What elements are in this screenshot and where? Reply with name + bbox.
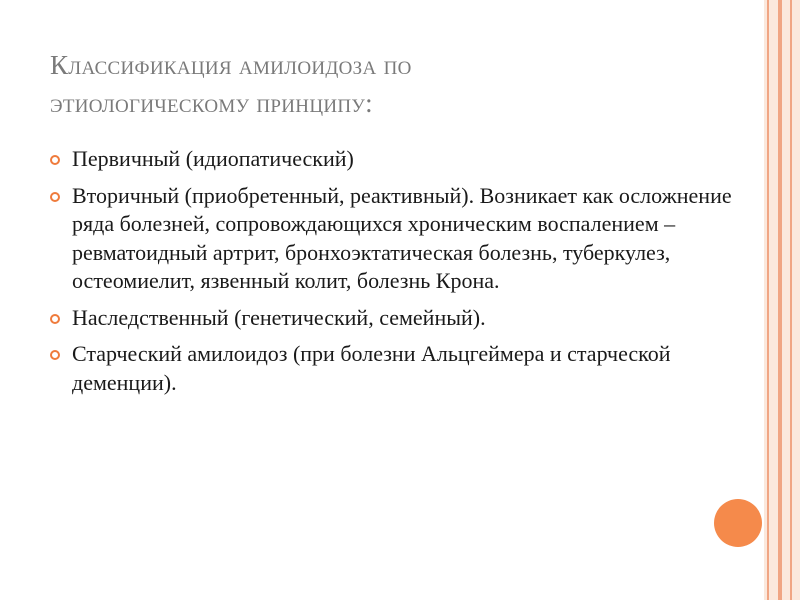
hollow-circle-bullet-icon <box>50 155 60 165</box>
hollow-circle-bullet-icon <box>50 192 60 202</box>
bullet-item <box>48 145 738 174</box>
decorative-stripe-line <box>790 0 792 600</box>
slide-title <box>50 46 740 122</box>
decorative-stripe-line <box>778 0 782 600</box>
bullet-item <box>48 182 738 296</box>
bullet-text: Первичный (идиопатический) <box>72 146 354 171</box>
bullet-text: Вторичный (приобретенный, реактивный). Возникает как осложнение ряда болезней, сопровождающихся хроническим воспалением – ревматоидный артрит, бронхоэктатическая болезнь, туберкулез, остеомиелит, язвенный колит, болезнь Крона. <box>72 182 732 293</box>
bullet-list <box>48 145 738 405</box>
bullet-item <box>48 304 738 333</box>
hollow-circle-bullet-icon <box>50 350 60 360</box>
decorative-stripe-line <box>767 0 769 600</box>
slide-title-line: Классификация амилоидоза по <box>50 50 412 80</box>
slide-title-line: этиологическому принципу: <box>50 88 373 118</box>
decorative-orange-circle <box>714 499 762 547</box>
decorative-stripe-band <box>764 0 800 600</box>
bullet-text: Наследственный (генетический, семейный). <box>72 304 486 330</box>
bullet-text: Старческий амилоидоз (при болезни Альцгеймера и старческой деменции). <box>72 341 671 395</box>
bullet-item <box>48 340 738 397</box>
hollow-circle-bullet-icon <box>50 314 60 324</box>
